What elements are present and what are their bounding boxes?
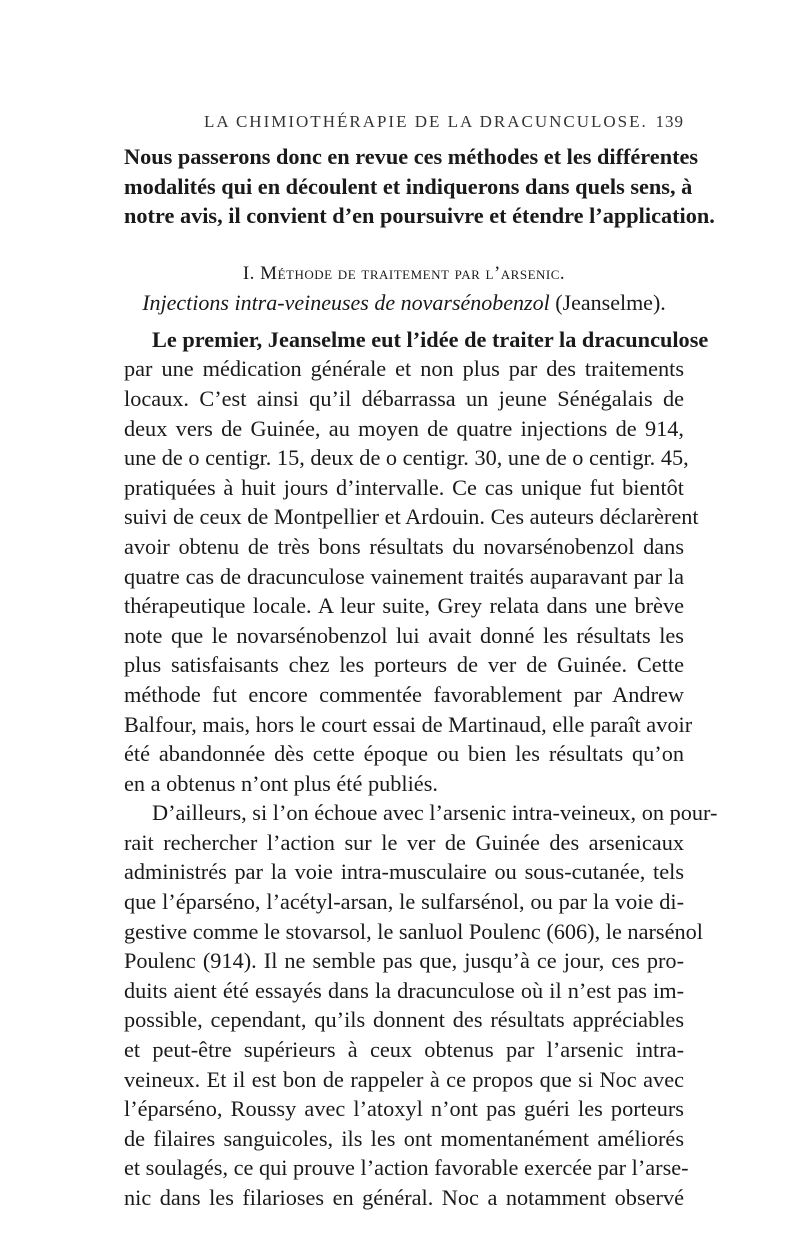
text-line: une de o centigr. 15, deux de o centigr. 30, une de o centigr. 45, — [124, 445, 689, 471]
intro-paragraph — [124, 142, 715, 231]
text-line: rait rechercher l’action sur le ver de Guinée des arsenicaux — [124, 829, 684, 855]
section-subheading — [124, 287, 684, 319]
text-line: Poulenc (914). Il ne semble pas que, jusqu’à ce jour, ces pro- — [124, 948, 684, 974]
text-line: Le premier, Jeanselme eut l’idée de traiter la dracunculose — [152, 326, 709, 352]
text-line: veineux. Et il est bon de rappeler à ce propos que si Noc avec — [124, 1066, 684, 1092]
text-line: et soulagés, ce qui prouve l’action favorable exercée par l’arse- — [124, 1155, 689, 1181]
subheading-plain: (Jeanselme). — [555, 289, 666, 315]
text-line: et peut-être supérieurs à ceux obtenus par l’arsenic intra- — [124, 1037, 684, 1063]
text-line: possible, cependant, qu’ils donnent des résultats appréciables — [124, 1007, 684, 1033]
paragraph-1 — [124, 325, 709, 799]
text-line: avoir obtenu de très bons résultats du novarsénobenzol dans — [124, 533, 684, 559]
text-line: nic dans les filarioses en général. Noc a notamment observé — [124, 1185, 684, 1210]
page-number: 139 — [655, 112, 684, 131]
text-line: été abandonnée dès cette époque ou bien les résultats qu’on — [124, 741, 684, 767]
text-line: notre avis, il convient d’en poursuivre et étendre l’application. — [124, 203, 715, 229]
text-line: quatre cas de dracunculose vainement traités auparavant par la — [124, 563, 684, 589]
text-line: administrés par la voie intra-musculaire ou sous-cutanée, tels — [124, 859, 684, 885]
text-line: l’éparséno, Roussy avec l’atoxyl n’ont pas guéri les porteurs — [124, 1096, 684, 1122]
text-line: D’ailleurs, si l’on échoue avec l’arsenic intra-veineux, on pour- — [152, 800, 718, 826]
text-line: que l’éparséno, l’acétyl-arsan, le sulfarsénol, ou par la voie di- — [124, 889, 684, 915]
text-line: méthode fut encore commentée favorablement par Andrew — [124, 681, 684, 707]
text-line: Nous passerons donc en revue ces méthodes et les différentes — [124, 144, 699, 169]
text-line: deux vers de Guinée, au moyen de quatre injections de 914, — [124, 415, 684, 441]
text-line: thérapeutique locale. A leur suite, Grey relata dans une brève — [124, 593, 684, 619]
text-line: modalités qui en découlent et indiquerons dans quels sens, à — [124, 173, 693, 199]
running-head-title: LA CHIMIOTHÉRAPIE DE LA DRACUNCULOSE. — [204, 112, 648, 131]
text-line: plus satisfaisants chez les porteurs de ver de Guinée. Cette — [124, 652, 684, 678]
text-line: locaux. C’est ainsi qu’il débarrassa un jeune Sénégalais de — [124, 385, 684, 411]
paragraph-2 — [124, 798, 718, 1212]
text-line: duits aient été essayés dans la dracunculose où il n’est pas im- — [124, 977, 684, 1003]
text-line: suivi de ceux de Montpellier et Ardouin. Ces auteurs déclarèrent — [124, 504, 699, 530]
section-number: I. — [242, 262, 255, 284]
text-line: de filaires sanguicoles, ils les ont momentanément améliorés — [124, 1125, 684, 1151]
book-page — [124, 112, 718, 1213]
text-line: gestive comme le stovarsol, le sanluol Poulenc (606), le narsénol — [124, 918, 703, 944]
text-line: par une médication générale et non plus par des traitements — [124, 356, 684, 382]
text-line: note que le novarsénobenzol lui avait donné les résultats les — [124, 622, 684, 648]
subheading-italic: Injections intra-veineuses de novarsénobenzol — [142, 289, 550, 315]
text-line: en a obtenus n’ont plus été publiés. — [124, 770, 438, 796]
running-head — [204, 112, 684, 140]
text-line: Balfour, mais, hors le court essai de Martinaud, elle paraît avoir — [124, 711, 693, 737]
section-heading — [124, 261, 684, 287]
section-title: Méthode de traitement par l’arsenic. — [260, 262, 566, 284]
text-line: pratiquées à huit jours d’intervalle. Ce cas unique fut bientôt — [124, 474, 684, 500]
